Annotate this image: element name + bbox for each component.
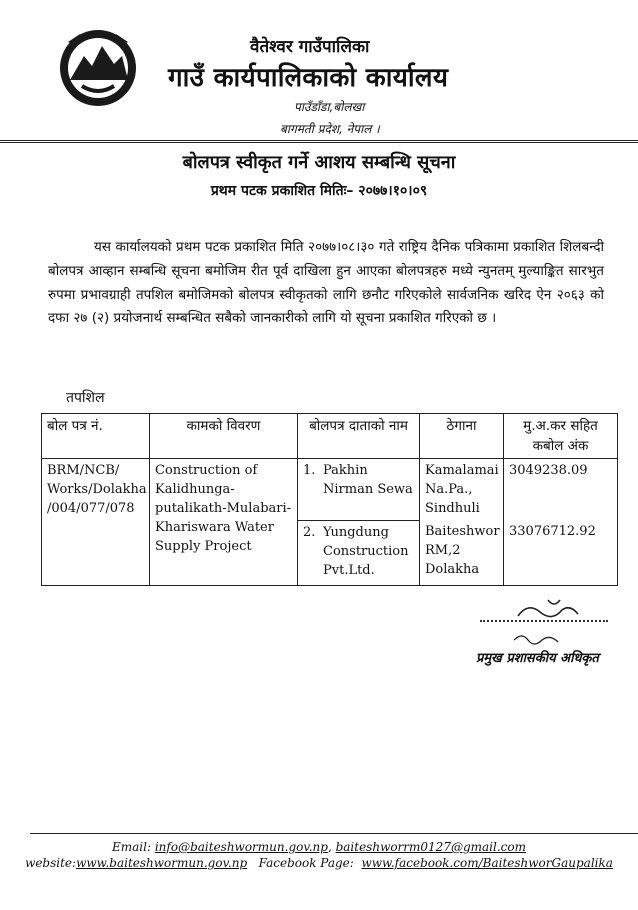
facebook-label: Facebook Page: [247, 856, 362, 870]
header-work: कामको विवरण [150, 414, 298, 459]
work-description: Construction of Kalidhunga-putalikath-Mulabari-Khariswara Water Supply Project [150, 459, 298, 586]
email-label: Email: [112, 840, 155, 854]
facebook-link[interactable]: www.facebook.com/BaiteshworGaupalika [361, 856, 613, 870]
email-link-1[interactable]: info@baiteshwormun.gov.np [154, 840, 328, 854]
website-link[interactable]: www.baiteshwormun.gov.np [76, 856, 248, 870]
bidder-number: 1. [303, 463, 316, 478]
nepal-emblem-icon [52, 22, 144, 112]
website-label: website: [25, 856, 77, 870]
bid-number: BRM/NCB/ Works/Dolakha /004/077/078 [42, 459, 150, 586]
header-bid-no: बोल पत्र नं. [42, 414, 150, 459]
bidder-cell [298, 520, 420, 585]
office-name: गाउँ कार्यपालिकाको कार्यालय [168, 63, 449, 93]
bidder-number: 2. [303, 524, 316, 540]
municipality-name: वैतेश्वर गाउँपालिका [250, 37, 370, 57]
email-link-2[interactable]: baiteshworrm0127@gmail.com [335, 840, 526, 854]
bidder-name: Yungdung Construction Pvt.Ltd. [323, 524, 409, 578]
footer-email [0, 840, 638, 854]
notice-title: बोलपत्र स्वीकृत गर्ने आशय सम्बन्धि सूचना [182, 152, 456, 173]
bidder-address: Baiteshwor RM,2 Dolakha [420, 520, 504, 585]
notice-body: यस कार्यालयको प्रथम पटक प्रकाशित मिति २०७७।०८।३० गते राष्ट्रिय दैनिक पत्रिकामा प्रकाशित शिलबन्दी बोलपत्र आव्हान सम्बन्धि सूचना बमोजिम रीत पूर्व दाखिला हुन आएका बोलपत्रहरु मध्ये न्युनतम् मुल्याङ्कित सारभुत रुपमा प्रभावग्राही तपशिल बमोजिमको बोलपत्र स्वीकृतको लागि छनौट गरिएकोले सार्वजनिक खरिद ऐन २०६३ को दफा २७ (२) प्रयोजनार्थ सम्बन्धित सबैको जानकारीको लागि यो सूचना प्रकाशित गरिएको छ । [48, 239, 604, 327]
published-date: प्रथम पटक प्रकाशित मितिः– २०७७।१०।०९ [210, 183, 428, 199]
signature-date-mark [510, 630, 570, 648]
details-label: तपशिल [66, 390, 105, 406]
bid-amount: 3049238.09 [504, 459, 618, 521]
signature-line [480, 620, 608, 622]
footer-web [0, 856, 638, 870]
header-divider [0, 140, 638, 143]
bidder-name: Pakhin Nirman Sewa [323, 463, 413, 497]
bidder-cell [298, 459, 420, 521]
table-row [42, 459, 618, 521]
address-line-1: पाउँडाँडा,बोलखा [294, 100, 365, 114]
email-separator: , [327, 840, 336, 854]
bid-amount: 33076712.92 [504, 520, 618, 585]
header-amount: मु.अ.कर सहित कबोल अंक [504, 414, 618, 459]
footer-divider [30, 833, 638, 834]
header-bidder: बोलपत्र दाताको नाम [298, 414, 420, 459]
bid-table [41, 413, 618, 586]
signer-title: प्रमुख प्रशासकीय अधिकृत [476, 651, 599, 666]
bidder-address: Kamalamai Na.Pa., Sindhuli [420, 459, 504, 521]
header-address: ठेगाना [420, 414, 504, 459]
table-header-row [42, 414, 618, 459]
address-line-2: बागमती प्रदेश, नेपाल । [280, 122, 380, 136]
